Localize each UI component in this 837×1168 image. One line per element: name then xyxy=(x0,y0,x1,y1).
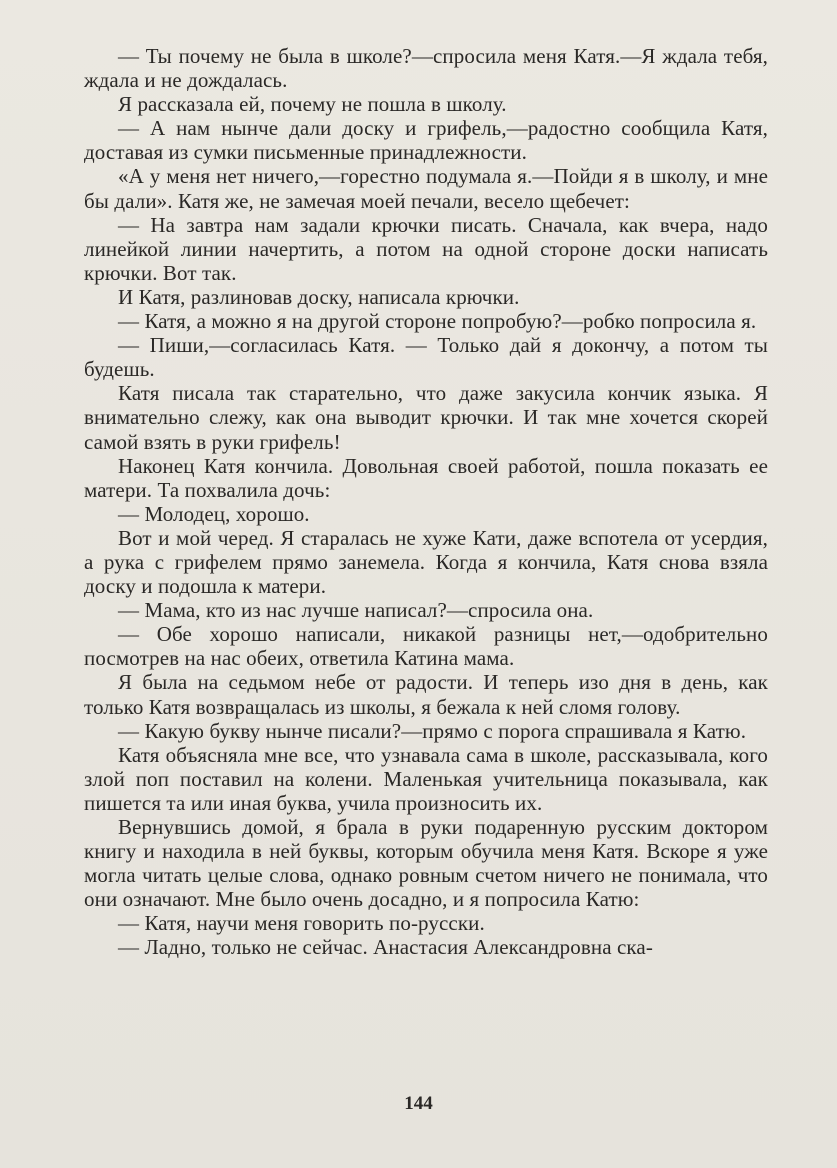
paragraph: И Катя, разлиновав доску, написала крючки. xyxy=(118,284,520,309)
paragraph: — Пиши,—согласилась Катя. — Только дай я докончу, а потом ты будешь. xyxy=(84,333,768,382)
paragraph: — Молодец, хорошо. xyxy=(118,501,310,526)
paragraph: Я рассказала ей, почему не пошла в школу. xyxy=(118,92,507,117)
paragraph: Вернувшись домой, я брала в руки подаренную русским доктором книгу и находила в ней буквы, которым обучила меня Катя. Вскоре я уже могла читать целые слова, однако ровным счетом ничего не понимала, что они означают. Мне было очень досадно, и я попросила Катю: xyxy=(84,815,768,912)
paragraph: — Катя, научи меня говорить по-русски. xyxy=(118,911,485,936)
paragraph: Вот и мой черед. Я старалась не хуже Кати, даже вспотела от усердия, а рука с грифелем прямо занемела. Когда я кончила, Катя снова взяла доску и подошла к матери. xyxy=(84,525,768,599)
paragraph: — А нам нынче дали доску и грифель,—радостно сообщила Катя, доставая из сумки письменные принадлежности. xyxy=(84,116,768,165)
paragraph: — Ты почему не была в школе?—спросила меня Катя.—Я ждала тебя, ждала и не дождалась. xyxy=(84,44,768,93)
page-number: 144 xyxy=(404,1093,433,1114)
paragraph: «А у меня нет ничего,—горестно подумала я.—Пойди я в школу, и мне бы дали». Катя же, не замечая моей печали, весело щебечет: xyxy=(84,164,768,213)
paragraph: — Ладно, только не сейчас. Анастасия Александровна ска- xyxy=(118,935,653,960)
paragraph: — Мама, кто из нас лучше написал?—спросила она. xyxy=(118,598,594,623)
paragraph: Я была на седьмом небе от радости. И теперь изо дня в день, как только Катя возвращалась из школы, я бежала к ней сломя голову. xyxy=(84,670,768,719)
paragraph: — На завтра нам задали крючки писать. Сначала, как вчера, надо линейкой линии начертить, а потом на одной стороне доски написать крючки. Вот так. xyxy=(84,212,768,285)
paragraph: Наконец Катя кончила. Довольная своей работой, пошла показать ее матери. Та похвалила дочь: xyxy=(84,453,768,502)
paragraph: — Какую букву нынче писали?—прямо с порога спрашивала я Катю. xyxy=(118,718,747,743)
paragraph: — Катя, а можно я на другой стороне попробую?—робко попросила я. xyxy=(118,309,757,334)
paragraph: — Обе хорошо написали, никакой разницы нет,—одобрительно посмотрев на нас обеих, ответила Катина мама. xyxy=(84,622,768,671)
paragraph: Катя писала так старательно, что даже закусила кончик языка. Я внимательно слежу, как она выводит крючки. И так мне хочется скорей самой взять в руки грифель! xyxy=(84,381,768,454)
body-text xyxy=(84,44,768,960)
paragraph: Катя объясняла мне все, что узнавала сама в школе, рассказывала, кого злой поп поставил на колени. Маленькая учительница показывала, как пишется та или иная буква, учила произносить их. xyxy=(84,742,768,815)
